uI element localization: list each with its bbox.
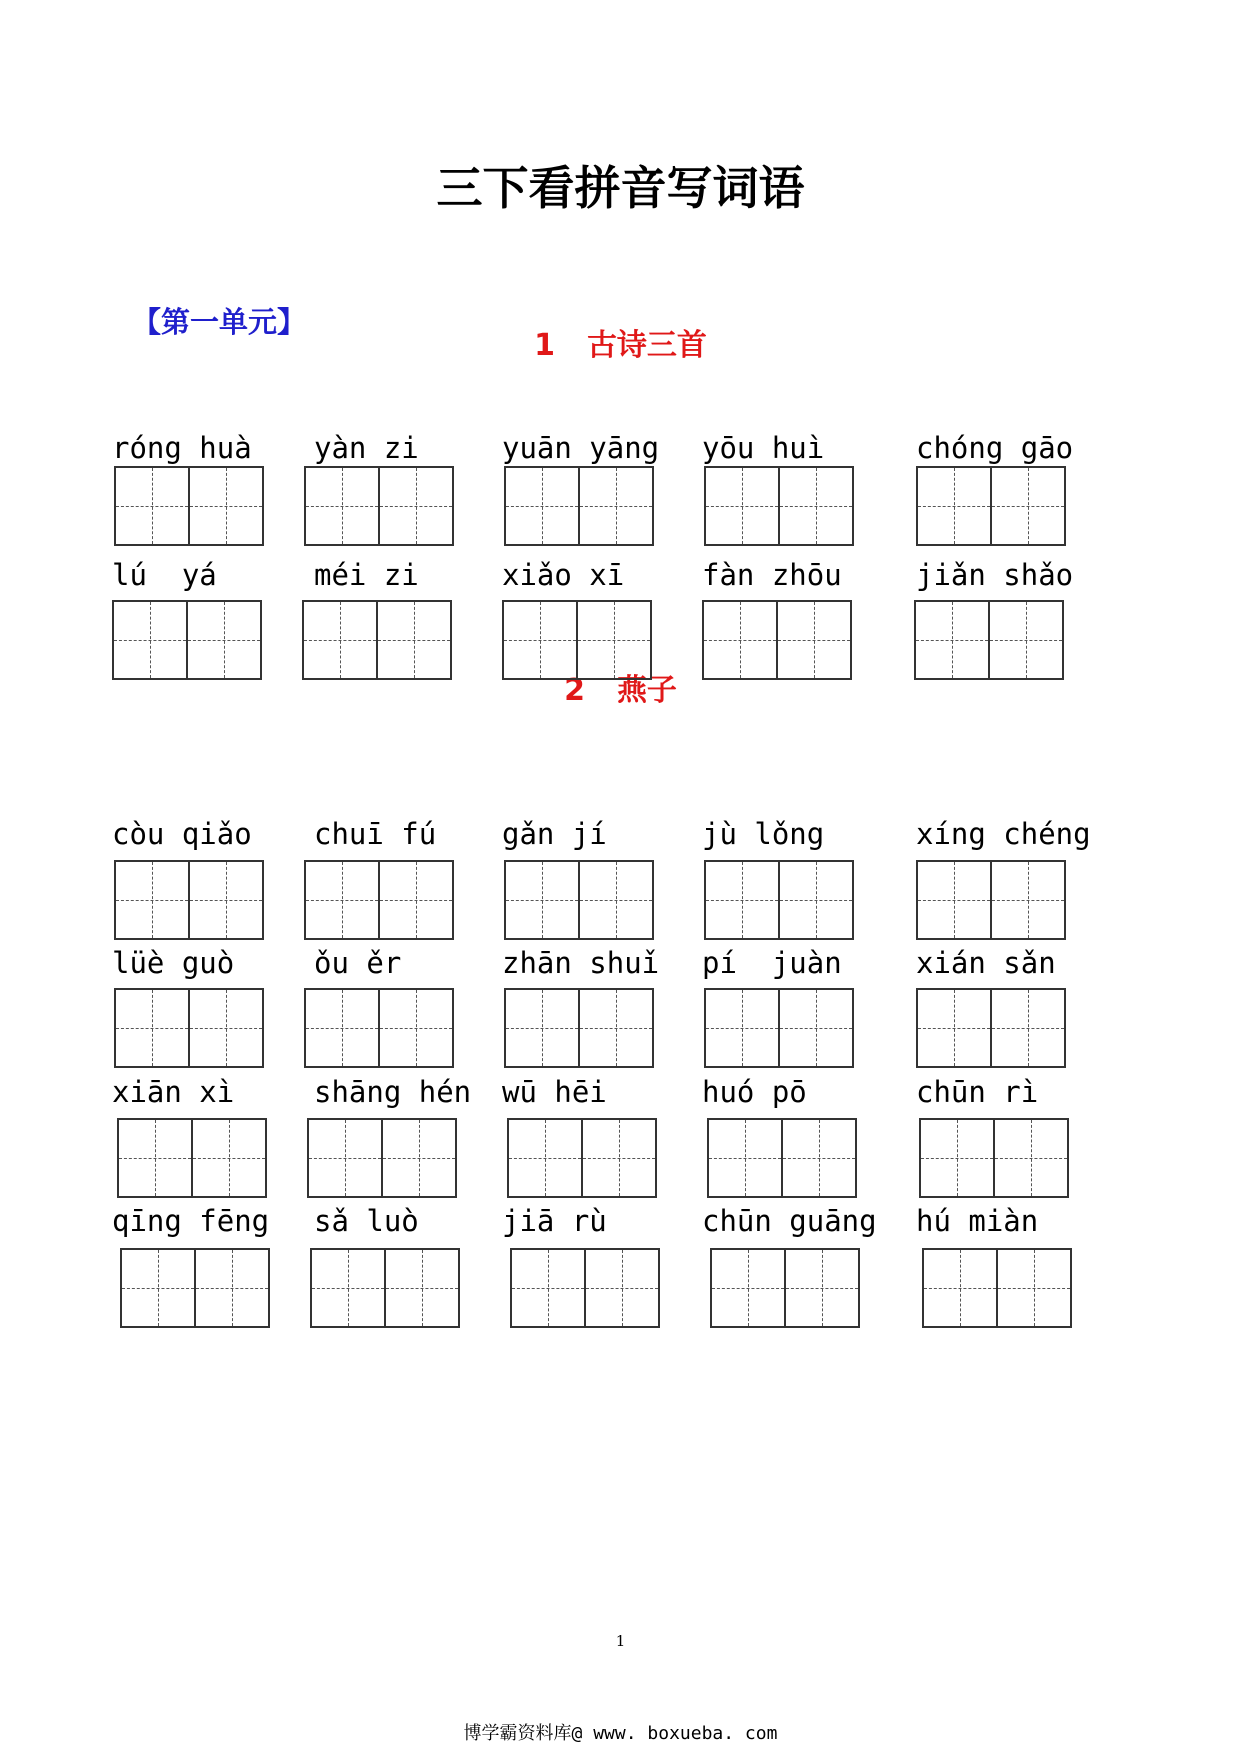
- tianzige-cell[interactable]: [990, 990, 1064, 1066]
- tianzige-cell[interactable]: [186, 602, 260, 678]
- tianzige-cell[interactable]: [924, 1250, 996, 1326]
- pinyin-label: qīng fēng: [112, 1204, 270, 1238]
- tianzige-cell[interactable]: [778, 468, 852, 544]
- tianzige-cell[interactable]: [304, 602, 376, 678]
- tianzige-cell[interactable]: [581, 1120, 655, 1196]
- tianzige-cell[interactable]: [578, 468, 652, 544]
- page-number: 1: [615, 1632, 626, 1650]
- writing-grid[interactable]: [304, 466, 454, 546]
- tianzige-cell[interactable]: [384, 1250, 458, 1326]
- tianzige-cell[interactable]: [188, 468, 262, 544]
- writing-grid[interactable]: [704, 466, 854, 546]
- writing-grid[interactable]: [914, 600, 1064, 680]
- tianzige-cell[interactable]: [778, 862, 852, 938]
- tianzige-cell[interactable]: [378, 468, 452, 544]
- writing-grid[interactable]: [302, 600, 452, 680]
- pinyin-label: xiān xì: [112, 1075, 235, 1109]
- writing-grid[interactable]: [916, 988, 1066, 1068]
- lesson-number: 2: [564, 673, 585, 708]
- tianzige-cell[interactable]: [706, 862, 778, 938]
- tianzige-cell[interactable]: [506, 468, 578, 544]
- pinyin-label: pí juàn: [702, 946, 842, 980]
- writing-grid[interactable]: [919, 1118, 1069, 1198]
- writing-grid[interactable]: [114, 466, 264, 546]
- tianzige-cell[interactable]: [306, 468, 378, 544]
- tianzige-cell[interactable]: [506, 990, 578, 1066]
- pinyin-label: yàn zi: [314, 431, 419, 465]
- pinyin-label: ǒu ěr: [314, 946, 402, 980]
- unit-heading: 【第一单元】: [132, 305, 307, 339]
- pinyin-label: fàn zhōu: [702, 558, 842, 592]
- writing-grid[interactable]: [504, 466, 654, 546]
- writing-grid[interactable]: [710, 1248, 860, 1328]
- pinyin-label: jù lǒng: [702, 817, 825, 851]
- tianzige-cell[interactable]: [509, 1120, 581, 1196]
- tianzige-cell[interactable]: [378, 862, 452, 938]
- tianzige-cell[interactable]: [709, 1120, 781, 1196]
- pinyin-label: xián sǎn: [916, 946, 1056, 980]
- writing-grid[interactable]: [502, 600, 652, 680]
- writing-grid[interactable]: [704, 860, 854, 940]
- lesson-name: 古诗三首: [586, 328, 707, 363]
- pinyin-label: chūn guāng: [702, 1204, 877, 1238]
- tianzige-cell[interactable]: [918, 990, 990, 1066]
- tianzige-cell[interactable]: [988, 602, 1062, 678]
- lesson-number: 1: [534, 328, 555, 363]
- pinyin-label: xíng chéng: [916, 817, 1091, 851]
- writing-grid[interactable]: [304, 988, 454, 1068]
- tianzige-cell[interactable]: [776, 602, 850, 678]
- tianzige-cell[interactable]: [381, 1120, 455, 1196]
- writing-grid[interactable]: [304, 860, 454, 940]
- tianzige-cell[interactable]: [993, 1120, 1067, 1196]
- writing-grid[interactable]: [704, 988, 854, 1068]
- writing-grid[interactable]: [307, 1118, 457, 1198]
- pinyin-label: lüè guò: [112, 946, 235, 980]
- tianzige-cell[interactable]: [784, 1250, 858, 1326]
- tianzige-cell[interactable]: [506, 862, 578, 938]
- pinyin-label: huó pō: [702, 1075, 807, 1109]
- writing-grid[interactable]: [507, 1118, 657, 1198]
- tianzige-cell[interactable]: [116, 990, 188, 1066]
- pinyin-label: jiǎn shǎo: [916, 558, 1074, 592]
- pinyin-label: hú miàn: [916, 1204, 1039, 1238]
- lesson-name: 燕子: [616, 673, 677, 708]
- pinyin-label: chuī fú: [314, 817, 437, 851]
- pinyin-label: còu qiǎo: [112, 817, 252, 851]
- tianzige-cell[interactable]: [309, 1120, 381, 1196]
- tianzige-cell[interactable]: [916, 602, 988, 678]
- pinyin-label: chūn rì: [916, 1075, 1039, 1109]
- tianzige-cell[interactable]: [706, 468, 778, 544]
- tianzige-cell[interactable]: [990, 862, 1064, 938]
- writing-grid[interactable]: [114, 860, 264, 940]
- writing-grid[interactable]: [120, 1248, 270, 1328]
- tianzige-cell[interactable]: [704, 602, 776, 678]
- pinyin-label: sǎ luò: [314, 1204, 419, 1238]
- tianzige-cell[interactable]: [584, 1250, 658, 1326]
- tianzige-cell[interactable]: [376, 602, 450, 678]
- writing-grid[interactable]: [707, 1118, 857, 1198]
- writing-grid[interactable]: [504, 860, 654, 940]
- writing-grid[interactable]: [114, 988, 264, 1068]
- tianzige-cell[interactable]: [312, 1250, 384, 1326]
- pinyin-label: zhān shuǐ: [502, 946, 660, 980]
- tianzige-cell[interactable]: [188, 862, 262, 938]
- tianzige-cell[interactable]: [116, 468, 188, 544]
- tianzige-cell[interactable]: [990, 468, 1064, 544]
- pinyin-label: xiǎo xī: [502, 558, 625, 592]
- tianzige-cell[interactable]: [504, 602, 576, 678]
- tianzige-cell[interactable]: [918, 862, 990, 938]
- pinyin-label: yōu huì: [702, 431, 825, 465]
- writing-grid[interactable]: [916, 860, 1066, 940]
- tianzige-cell[interactable]: [918, 468, 990, 544]
- tianzige-cell[interactable]: [921, 1120, 993, 1196]
- pinyin-label: wū hēi: [502, 1075, 607, 1109]
- writing-grid[interactable]: [702, 600, 852, 680]
- tianzige-cell[interactable]: [188, 990, 262, 1066]
- tianzige-cell[interactable]: [778, 990, 852, 1066]
- tianzige-cell[interactable]: [306, 990, 378, 1066]
- tianzige-cell[interactable]: [194, 1250, 268, 1326]
- writing-grid[interactable]: [112, 600, 262, 680]
- tianzige-cell[interactable]: [122, 1250, 194, 1326]
- tianzige-cell[interactable]: [706, 990, 778, 1066]
- pinyin-label: chóng gāo: [916, 431, 1074, 465]
- tianzige-cell[interactable]: [378, 990, 452, 1066]
- pinyin-label: róng huà: [112, 431, 252, 465]
- lesson-heading-1: [0, 326, 1241, 366]
- page-title: 三下看拼音写词语: [436, 161, 805, 215]
- tianzige-cell[interactable]: [576, 602, 650, 678]
- writing-grid[interactable]: [117, 1118, 267, 1198]
- tianzige-cell[interactable]: [191, 1120, 265, 1196]
- writing-grid[interactable]: [916, 466, 1066, 546]
- tianzige-cell[interactable]: [996, 1250, 1070, 1326]
- pinyin-label: jiā rù: [502, 1204, 607, 1238]
- tianzige-cell[interactable]: [512, 1250, 584, 1326]
- writing-grid[interactable]: [510, 1248, 660, 1328]
- pinyin-label: shāng hén: [314, 1075, 472, 1109]
- tianzige-cell[interactable]: [781, 1120, 855, 1196]
- pinyin-label: lú yá: [112, 558, 217, 592]
- writing-grid[interactable]: [310, 1248, 460, 1328]
- tianzige-cell[interactable]: [578, 862, 652, 938]
- writing-grid[interactable]: [922, 1248, 1072, 1328]
- pinyin-label: gǎn jí: [502, 817, 607, 851]
- tianzige-cell[interactable]: [116, 862, 188, 938]
- pinyin-label: yuān yāng: [502, 431, 660, 465]
- tianzige-cell[interactable]: [578, 990, 652, 1066]
- tianzige-cell[interactable]: [114, 602, 186, 678]
- writing-grid[interactable]: [504, 988, 654, 1068]
- footer-watermark: 博学霸资料库@ www. boxueba. com: [463, 1723, 778, 1744]
- tianzige-cell[interactable]: [306, 862, 378, 938]
- tianzige-cell[interactable]: [119, 1120, 191, 1196]
- pinyin-label: méi zi: [314, 558, 419, 592]
- tianzige-cell[interactable]: [712, 1250, 784, 1326]
